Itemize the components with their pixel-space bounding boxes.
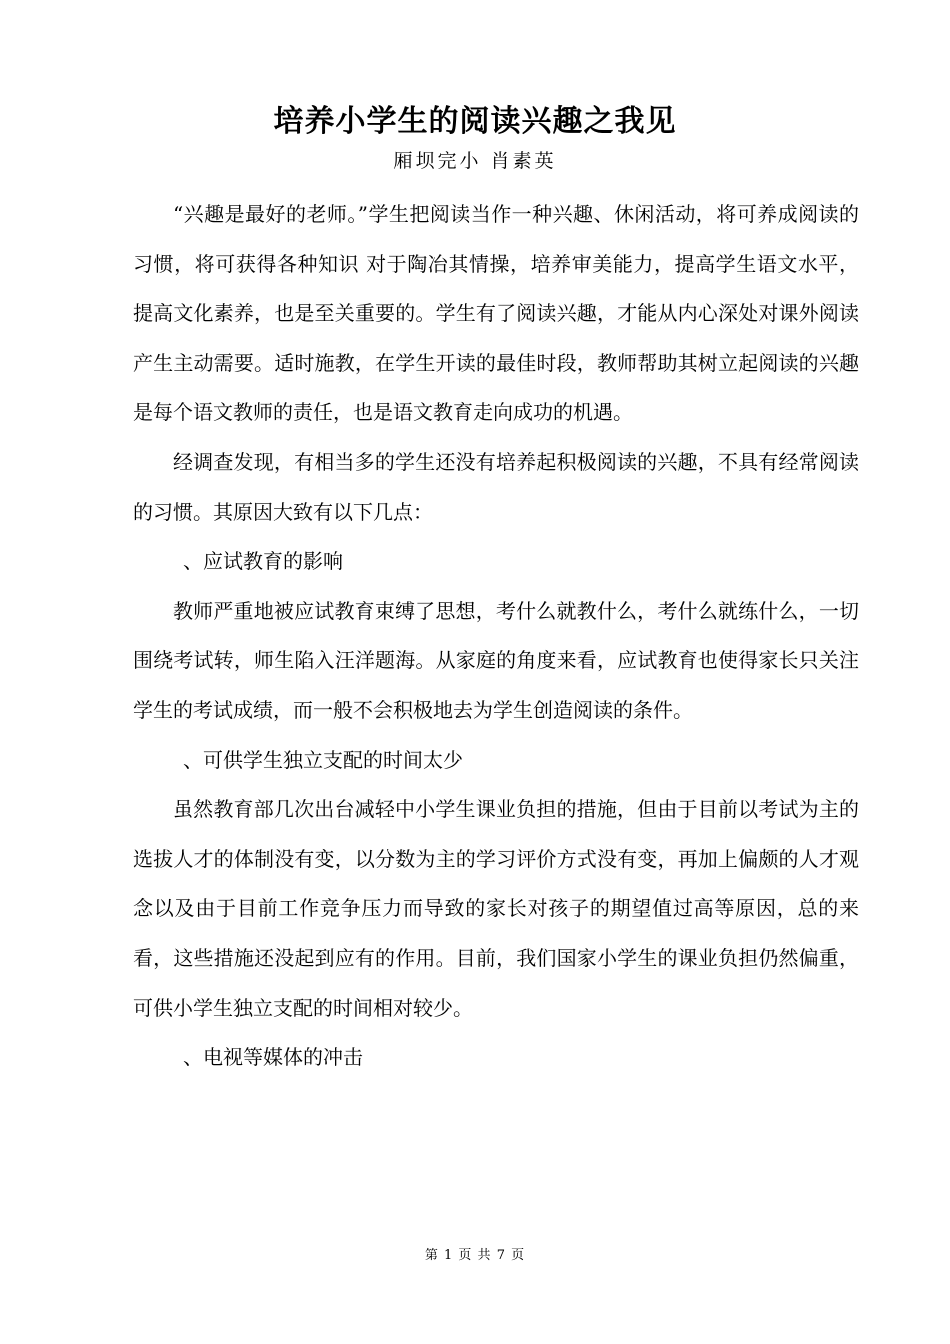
document-author: 厢坝完小 肖素英 [393,150,557,172]
section-heading-exam-education: 、应试教育的影响 [183,549,343,574]
document-title: 培养小学生的阅读兴趣之我见 [273,104,677,140]
document-body [133,190,859,1083]
section-text-free-time: 虽然教育部几次出台减轻中小学生课业负担的措施，但由于目前以考试为主的选拔人才的体制没有变，以分数为主的学习评价方式没有变，再加上偏颇的人才观念以及由于目前工作竞争压力而导致的家长对孩子的期望值过高等原因，总的来看，这些措施还没起到应有的作用。目前，我们国家小学生的课业负担仍然偏重，可供小学生独立支配的时间相对较少。 [133,797,859,1020]
section-text-exam-education: 教师严重地被应试教育束缚了思想，考什么就教什么，考什么就练什么，一切围绕考试转，师生陷入汪洋题海。从家庭的角度来看，应试教育也使得家长只关注学生的考试成绩，而一般不会积极地去为学生创造阅读的条件。 [133,598,859,722]
paragraph-intro: “兴趣是最好的老师。”学生把阅读当作一种兴趣、休闲活动，将可养成阅读的习惯，将可获得各种知识 对于陶冶其情操，培养审美能力，提高学生语文水平，提高文化素养，也是至关重要的。学生有了阅读兴趣，才能从内心深处对课外阅读产生主动需要。适时施教，在学生开读的最佳时段，教师帮助其树立起阅读的兴趣是每个语文教师的责任，也是语文教育走向成功的机遇。 [133,202,859,425]
section-heading-free-time: 、可供学生独立支配的时间太少 [183,747,463,772]
paragraph-survey: 经调查发现，有相当多的学生还没有培养起积极阅读的兴趣，不具有经常阅读的习惯。其原因大致有以下几点： [133,449,859,524]
page-footer: 第 1 页 共 7 页 [424,1248,526,1263]
section-heading-media-impact: 、电视等媒体的冲击 [183,1045,363,1070]
